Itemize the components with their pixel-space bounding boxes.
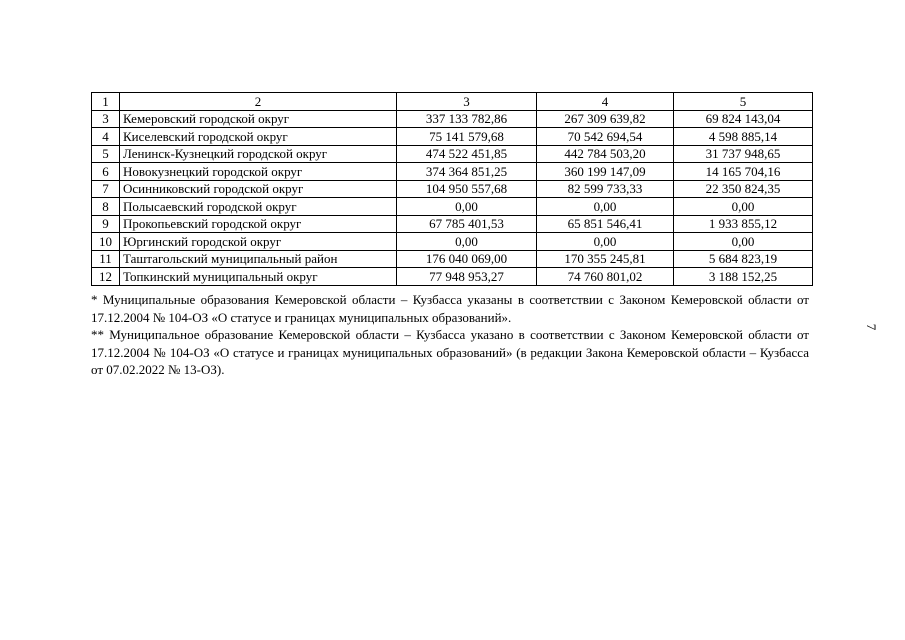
row-number-cell: 4 — [92, 128, 120, 146]
value-col5-cell: 0,00 — [674, 233, 813, 251]
header-cell-4: 4 — [537, 93, 674, 111]
row-number-cell: 5 — [92, 145, 120, 163]
municipality-name-cell: Киселевский городской округ — [120, 128, 397, 146]
value-col5-cell: 5 684 823,19 — [674, 250, 813, 268]
header-cell-5: 5 — [674, 93, 813, 111]
value-col4-cell: 70 542 694,54 — [537, 128, 674, 146]
table-row — [92, 198, 813, 216]
row-number-cell: 8 — [92, 198, 120, 216]
value-col4-cell: 360 199 147,09 — [537, 163, 674, 181]
data-table — [91, 92, 813, 286]
municipality-name-cell: Топкинский муниципальный округ — [120, 268, 397, 286]
value-col3-cell: 67 785 401,53 — [397, 215, 537, 233]
table-row — [92, 110, 813, 128]
row-number-cell: 6 — [92, 163, 120, 181]
value-col4-cell: 267 309 639,82 — [537, 110, 674, 128]
table-row — [92, 233, 813, 251]
footnotes — [91, 291, 809, 379]
municipality-name-cell: Юргинский городской округ — [120, 233, 397, 251]
value-col4-cell: 170 355 245,81 — [537, 250, 674, 268]
header-cell-3: 3 — [397, 93, 537, 111]
table-row — [92, 145, 813, 163]
municipality-name-cell: Таштагольский муниципальный район — [120, 250, 397, 268]
value-col3-cell: 176 040 069,00 — [397, 250, 537, 268]
value-col5-cell: 69 824 143,04 — [674, 110, 813, 128]
footnote-double-asterisk: ** Муниципальное образование Кемеровской области – Кузбасса указано в соответствии с Законом Кемеровской области от 17.12.2004 № 104-ОЗ «О статусе и границах муниципальных образований» (в редакции Закона Кемеровской области – Кузбасса от 07.02.2022 № 13-ОЗ). — [91, 327, 809, 377]
value-col5-cell: 4 598 885,14 — [674, 128, 813, 146]
value-col3-cell: 374 364 851,25 — [397, 163, 537, 181]
table-row — [92, 128, 813, 146]
municipality-name-cell: Полысаевский городской округ — [120, 198, 397, 216]
value-col3-cell: 0,00 — [397, 233, 537, 251]
row-number-cell: 9 — [92, 215, 120, 233]
value-col4-cell: 65 851 546,41 — [537, 215, 674, 233]
municipality-name-cell: Новокузнецкий городской округ — [120, 163, 397, 181]
header-cell-1: 1 — [92, 93, 120, 111]
value-col5-cell: 31 737 948,65 — [674, 145, 813, 163]
value-col5-cell: 3 188 152,25 — [674, 268, 813, 286]
value-col3-cell: 75 141 579,68 — [397, 128, 537, 146]
municipality-name-cell: Прокопьевский городской округ — [120, 215, 397, 233]
value-col4-cell: 82 599 733,33 — [537, 180, 674, 198]
table-body — [92, 93, 813, 286]
value-col3-cell: 77 948 953,27 — [397, 268, 537, 286]
table-row — [92, 268, 813, 286]
page-number: 7 — [864, 323, 879, 331]
table-row — [92, 163, 813, 181]
municipality-name-cell: Ленинск-Кузнецкий городской округ — [120, 145, 397, 163]
row-number-cell: 11 — [92, 250, 120, 268]
row-number-cell: 3 — [92, 110, 120, 128]
table-row — [92, 250, 813, 268]
value-col4-cell: 74 760 801,02 — [537, 268, 674, 286]
value-col3-cell: 104 950 557,68 — [397, 180, 537, 198]
footnote-single-asterisk: * Муниципальные образования Кемеровской области – Кузбасса указаны в соответствии с Законом Кемеровской области от 17.12.2004 № 104-ОЗ «О статусе и границах муниципальных образований». — [91, 292, 809, 325]
value-col4-cell: 0,00 — [537, 233, 674, 251]
value-col5-cell: 0,00 — [674, 198, 813, 216]
table-header-row — [92, 93, 813, 111]
value-col5-cell: 1 933 855,12 — [674, 215, 813, 233]
value-col3-cell: 337 133 782,86 — [397, 110, 537, 128]
table-row — [92, 180, 813, 198]
row-number-cell: 12 — [92, 268, 120, 286]
value-col3-cell: 474 522 451,85 — [397, 145, 537, 163]
header-cell-2: 2 — [120, 93, 397, 111]
value-col5-cell: 14 165 704,16 — [674, 163, 813, 181]
value-col5-cell: 22 350 824,35 — [674, 180, 813, 198]
value-col3-cell: 0,00 — [397, 198, 537, 216]
row-number-cell: 7 — [92, 180, 120, 198]
row-number-cell: 10 — [92, 233, 120, 251]
municipality-name-cell: Осинниковский городской округ — [120, 180, 397, 198]
municipality-name-cell: Кемеровский городской округ — [120, 110, 397, 128]
value-col4-cell: 0,00 — [537, 198, 674, 216]
value-col4-cell: 442 784 503,20 — [537, 145, 674, 163]
table-row — [92, 215, 813, 233]
